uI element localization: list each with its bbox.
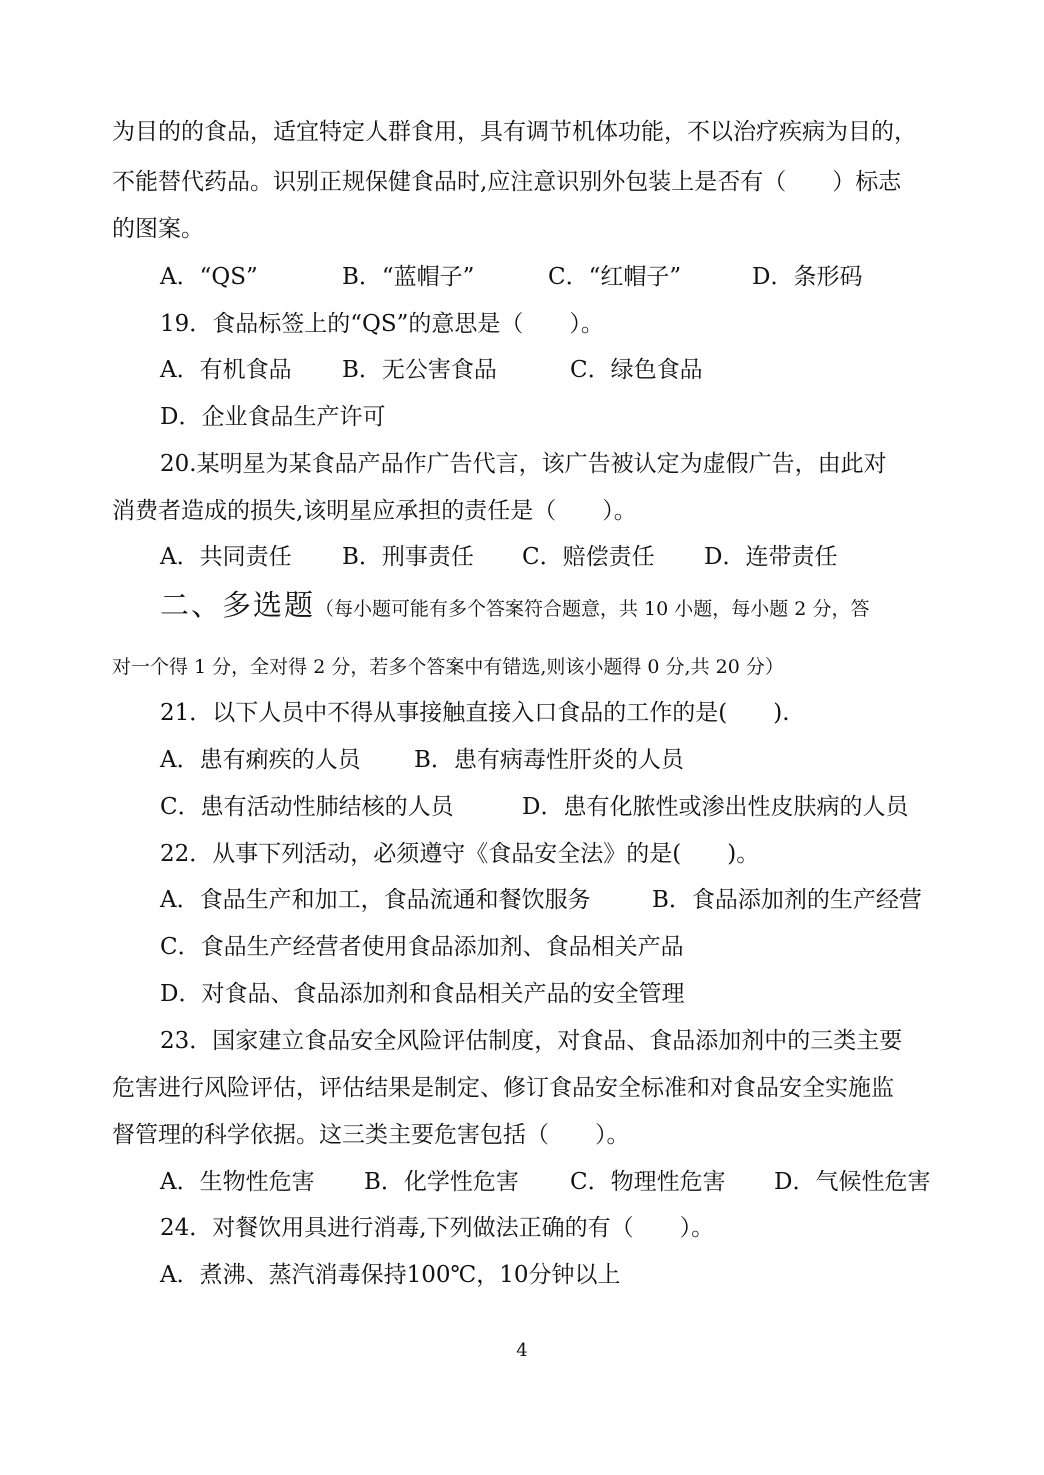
q20-option-a: A．共同责任 xyxy=(160,544,292,570)
q23-option-c: C．物理性危害 xyxy=(570,1169,726,1195)
q24-stem: 24．对餐饮用具进行消毒,下列做法正确的有（ ）。 xyxy=(160,1215,715,1241)
q23-option-b: B．化学性危害 xyxy=(364,1169,519,1195)
q18-option-a: A．“QS” xyxy=(160,264,258,290)
q18-line-3: 的图案。 xyxy=(112,216,204,242)
q23-line-2: 危害进行风险评估，评估结果是制定、修订食品安全标准和对食品安全实施监 xyxy=(112,1075,894,1101)
q20-line-1: 20.某明星为某食品产品作广告代言，该广告被认定为虚假广告，由此对 xyxy=(160,451,887,477)
q18-line-1: 为目的的食品，适宜特定人群食用，具有调节机体功能，不以治疗疾病为目的， xyxy=(112,119,917,145)
q22-option-b: B．食品添加剂的生产经营 xyxy=(652,887,922,913)
q23-option-d: D．气候性危害 xyxy=(774,1169,931,1195)
q20-line-2: 消费者造成的损失,该明星应承担的责任是（ ）。 xyxy=(112,498,637,524)
section-title: 二、多选题 xyxy=(160,588,316,622)
q22-option-d: D．对食品、食品添加剂和食品相关产品的安全管理 xyxy=(160,981,685,1007)
q18-line-2: 不能替代药品。识别正规保健食品时,应注意识别外包装上是否有（ ）标志 xyxy=(112,169,902,195)
q19-option-a: A．有机食品 xyxy=(160,357,292,383)
q21-option-d: D．患有化脓性或渗出性皮肤病的人员 xyxy=(522,794,909,820)
q21-option-a: A．患有痢疾的人员 xyxy=(160,747,361,773)
q18-option-d: D．条形码 xyxy=(752,264,863,290)
q20-option-d: D．连带责任 xyxy=(704,544,838,570)
q21-option-b: B．患有病毒性肝炎的人员 xyxy=(414,747,684,773)
section-heading xyxy=(160,588,869,626)
q23-option-a: A．生物性危害 xyxy=(160,1169,315,1195)
q19-option-d: D．企业食品生产许可 xyxy=(160,404,386,430)
q23-line-3: 督管理的科学依据。这三类主要危害包括（ ）。 xyxy=(112,1122,630,1148)
q18-option-c: C．“红帽子” xyxy=(548,264,682,290)
q19-option-c: C．绿色食品 xyxy=(570,357,703,383)
q24-option-a: A．煮沸、蒸汽消毒保持100℃，10分钟以上 xyxy=(160,1262,621,1288)
q20-option-c: C．赔偿责任 xyxy=(522,544,655,570)
q18-option-b: B．“蓝帽子” xyxy=(342,264,475,290)
q21-option-c: C．患有活动性肺结核的人员 xyxy=(160,794,454,820)
section-note-line-2: 对一个得 1 分，全对得 2 分，若多个答案中有错选,则该小题得 0 分,共 20 分） xyxy=(112,656,784,678)
section-note-line-1: （每小题可能有多个答案符合题意，共 10 小题，每小题 2 分，答 xyxy=(315,598,870,620)
q22-stem: 22．从事下列活动，必须遵守《食品安全法》的是( )。 xyxy=(160,841,760,867)
q19-option-b: B．无公害食品 xyxy=(342,357,497,383)
q20-option-b: B．刑事责任 xyxy=(342,544,474,570)
q23-line-1: 23．国家建立食品安全风险评估制度，对食品、食品添加剂中的三类主要 xyxy=(160,1028,903,1054)
q19-stem: 19．食品标签上的“QS”的意思是（ ）。 xyxy=(160,311,604,337)
page-number: 4 xyxy=(516,1340,528,1361)
q22-option-a: A．食品生产和加工，食品流通和餐饮服务 xyxy=(160,887,591,913)
q21-stem: 21．以下人员中不得从事接触直接入口食品的工作的是( ). xyxy=(160,700,790,726)
q22-option-c: C．食品生产经营者使用食品添加剂、食品相关产品 xyxy=(160,934,684,960)
